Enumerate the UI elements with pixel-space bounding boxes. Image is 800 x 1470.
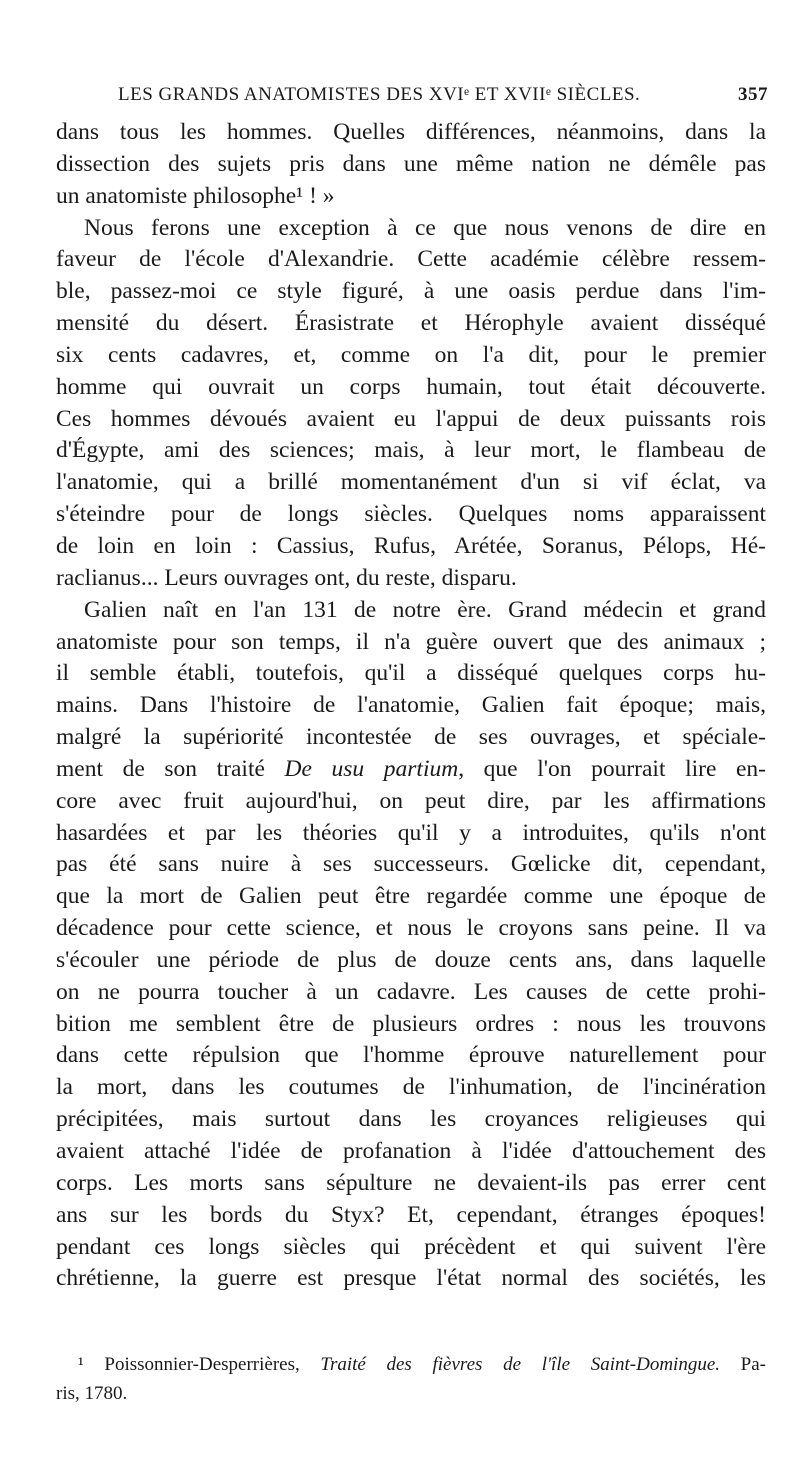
text-line: anatomiste pour son temps, il n'a guère ouvert que des animaux ;: [56, 628, 766, 655]
text-line: six cents cadavres, et, comme on l'a dit, pour le premier: [56, 341, 766, 368]
footnote-line: [56, 1350, 766, 1379]
text-line: de loin en loin : Cassius, Rufus, Arétée, Soranus, Pélops, Hé-: [56, 532, 766, 559]
text-line: bition me semblent être de plusieurs ordres : nous les trouvons: [56, 1010, 766, 1037]
text-line: chrétienne, la guerre est presque l'état normal des sociétés, les: [56, 1265, 766, 1292]
text-line: s'écouler une période de plus de douze cents ans, dans laquelle: [56, 946, 766, 973]
footnote-place-start: Pa-: [740, 1354, 766, 1375]
running-header: [118, 84, 768, 114]
text-line: hasardées et par les théories qu'il y a introduites, qu'ils n'ont: [56, 819, 766, 846]
text-line: Galien naît en l'an 131 de notre ère. Grand médecin et grand: [84, 596, 766, 623]
text-line: la mort, dans les coutumes de l'inhumation, de l'incinération: [56, 1074, 766, 1101]
footnote-place-end: ris, 1780.: [56, 1383, 128, 1404]
text-line: s'éteindre pour de longs siècles. Quelques noms apparaissent: [56, 501, 766, 528]
footnote-title: Traité des fièvres de l'île Saint-Domingue.: [320, 1354, 720, 1375]
footnotes: [56, 1350, 766, 1408]
text-line: pas été sans nuire à ses successeurs. Gœlicke dit, cependant,: [56, 851, 766, 878]
text-line: Nous ferons une exception à ce que nous venons de dire en: [84, 214, 766, 241]
text-line: dans cette répulsion que l'homme éprouve naturellement pour: [56, 1042, 766, 1069]
text-line: avaient attaché l'idée de profanation à l'idée d'attouchement des: [56, 1138, 766, 1164]
page-number: 357: [738, 84, 768, 105]
text-line: malgré la supériorité incontestée de ses ouvrages, et spéciale-: [56, 724, 766, 751]
text-line: core avec fruit aujourd'hui, on peut dire, par les affirmations: [56, 787, 766, 814]
text-line: un anatomiste philosophe¹ ! »: [56, 182, 335, 209]
footnote-author: Poissonnier-Desperrières,: [104, 1354, 300, 1375]
footnote-line: [56, 1379, 766, 1408]
footnote-marker: ¹: [78, 1354, 84, 1375]
text-line: raclianus... Leurs ouvrages ont, du reste, disparu.: [56, 564, 517, 591]
text-line: ment de son traité De usu partium, que l'on pourrait lire en-: [56, 755, 766, 782]
text-line: il semble établi, toutefois, qu'il a disséqué quelques corps hu-: [56, 660, 766, 687]
text-line: l'anatomie, qui a brillé momentanément d'un si vif éclat, va: [56, 469, 766, 496]
text-line: ble, passez-moi ce style figuré, à une oasis perdue dans l'im-: [56, 278, 766, 305]
text-line: dissection des sujets pris dans une même nation ne démêle pas: [56, 150, 766, 177]
body-text: [56, 117, 766, 1295]
book-title-italic: De usu partium: [284, 755, 459, 782]
text-line: on ne pourra toucher à un cadavre. Les causes de cette prohi-: [56, 978, 766, 1005]
text-line: d'Égypte, ami des sciences; mais, à leur mort, le flambeau de: [56, 437, 766, 464]
text-line: précipitées, mais surtout dans les croyances religieuses qui: [56, 1106, 766, 1133]
text-line: pendant ces longs siècles qui précèdent et qui suivent l'ère: [56, 1233, 766, 1260]
text-line: mensité du désert. Érasistrate et Hérophyle avaient disséqué: [56, 310, 766, 337]
text-line: corps. Les morts sans sépulture ne devaient-ils pas errer cent: [56, 1169, 766, 1196]
text-line: Ces hommes dévoués avaient eu l'appui de deux puissants rois: [56, 405, 766, 432]
running-title: LES GRANDS ANATOMISTES DES XVIᵉ ET XVIIᵉ SIÈCLES.: [118, 84, 641, 105]
text-line: faveur de l'école d'Alexandrie. Cette académie célèbre ressem-: [56, 246, 766, 273]
text-line: ans sur les bords du Styx? Et, cependant, étranges époques!: [56, 1201, 766, 1228]
text-line: dans tous les hommes. Quelles différences, néanmoins, dans la: [56, 119, 766, 145]
text-line: mains. Dans l'histoire de l'anatomie, Galien fait époque; mais,: [56, 692, 766, 719]
text-line: que la mort de Galien peut être regardée comme une époque de: [56, 883, 766, 910]
text-line: décadence pour cette science, et nous le croyons sans peine. Il va: [56, 915, 766, 942]
text-line: homme qui ouvrait un corps humain, tout était découverte.: [56, 373, 766, 400]
